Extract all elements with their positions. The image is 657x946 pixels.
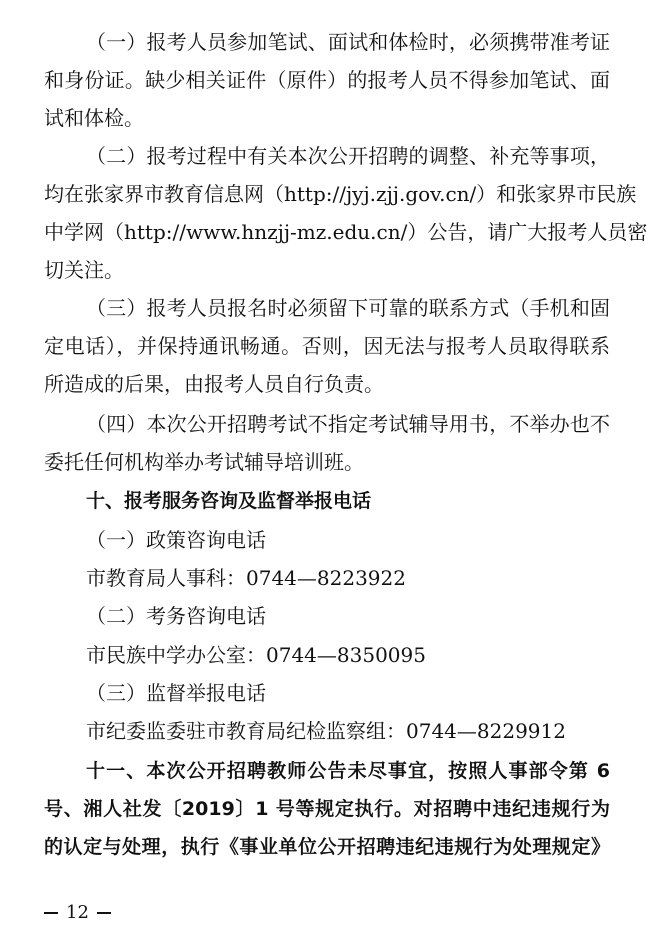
paragraph-line: 切关注。 <box>44 258 124 282</box>
dash-left <box>44 912 58 914</box>
subheading: （二）考务咨询电话 <box>86 604 266 628</box>
section-heading: 十一、本次公开招聘教师公告未尽事宜，按照人事部令第 6 <box>86 760 610 782</box>
paragraph-line: （三）报考人员报名时必须留下可靠的联系方式（手机和固 <box>86 296 610 320</box>
paragraph-line: 的认定与处理，执行《事业单位公开招聘违纪违规行为处理规定》 <box>44 836 610 858</box>
contact-line: 市教育局人事科：0744—8223922 <box>86 566 406 590</box>
section-heading: 十、报考服务咨询及监督举报电话 <box>86 490 372 512</box>
paragraph-line: （一）报考人员参加笔试、面试和体检时，必须携带准考证 <box>86 30 610 54</box>
paragraph-line: （四）本次公开招聘考试不指定考试辅导用书，不举办也不 <box>86 412 610 436</box>
paragraph-line: 委托任何机构举办考试辅导培训班。 <box>44 450 364 474</box>
paragraph-line: 中学网（http://www.hnzjj-mz.edu.cn/）公告，请广大报考人员密 <box>44 220 648 244</box>
paragraph-line: 和身份证。缺少相关证件（原件）的报考人员不得参加笔试、面 <box>44 68 610 92</box>
paragraph-line: 号、湘人社发〔2019〕1 号等规定执行。对招聘中违纪违规行为 <box>44 798 610 820</box>
page-footer <box>44 902 111 924</box>
page-number: 12 <box>66 902 89 923</box>
paragraph-line: 所造成的后果，由报考人员自行负责。 <box>44 372 384 396</box>
dash-right <box>97 912 111 914</box>
paragraph-line: 定电话），并保持通讯畅通。否则，因无法与报考人员取得联系 <box>44 334 610 358</box>
contact-line: 市民族中学办公室：0744—8350095 <box>86 643 426 667</box>
subheading: （一）政策咨询电话 <box>86 528 266 552</box>
contact-line: 市纪委监委驻市教育局纪检监察组：0744—8229912 <box>86 719 566 743</box>
paragraph-line: （二）报考过程中有关本次公开招聘的调整、补充等事项， <box>86 144 610 168</box>
paragraph-line: 试和体检。 <box>44 106 144 130</box>
subheading: （三）监督举报电话 <box>86 681 266 705</box>
paragraph-line: 均在张家界市教育信息网（http://jyj.zjj.gov.cn/）和张家界市民族 <box>44 182 637 206</box>
